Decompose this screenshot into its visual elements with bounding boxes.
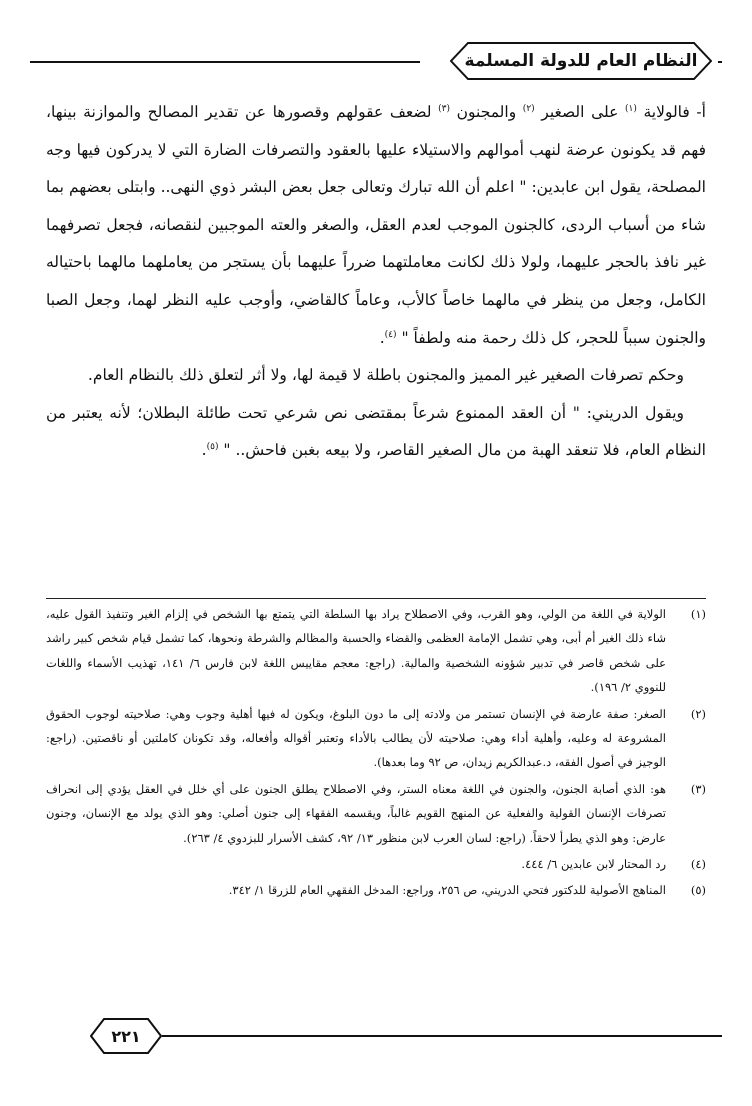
footnote-text: الصغر: صفة عارضة في الإنسان تستمر من ولادته إلى ما دون البلوغ، ويكون له فيها أهلية وجوب وهي: صلاحيته لوجوب الحقوق المشروعة له وعليه، وأهلية أداء وهي: صلاحيته لأن يطالب بالأداء وتعتبر أقواله وأفعاله، وقد تكونان كاملتين أو ناقصتين. (راجع: الوجيز في أصول الفقه، د.عبدالكريم زيدان، ص ٩٢ وما بعدها). (46, 706, 666, 770)
page-number: ٢٢١ (111, 1026, 141, 1046)
page-footer (30, 1018, 722, 1054)
footnote-ref-5[interactable]: (٥) (206, 442, 219, 453)
footnote-item (46, 878, 706, 902)
running-header (30, 40, 722, 84)
footnote-number: (٢) (690, 706, 706, 721)
paragraph-wilaya: أ- فالولاية $^{(١)}$ على الصغير $^{(٢)}$ والمجنون $^{(٣)}$ لضعف عقولهم وقصورها عن تقدير المصالح والموازنة بينها، فهم قد يكونون عرضة لنهب أموالهم والاستيلاء عليها بالعقود والتصرفات الضارة التي لا يدركون فيها وجه المصلحة، يقول ابن عابدين: " اعلم أن الله تبارك وتعالى جعل بعض البشر ذوي النهى.. وابتلى بعضهم بما شاء من أسباب الردى، كالجنون الموجب لعدم العقل، والصغر والعته الموجبين لنقصانه، فجعل تصرفهما غير نافذ بالحجر عليهما، ولولا ذلك لكانت معاملتهما ضرراً عليهما بأن يستجر من يعاملهما مالهما باحتياله الكامل، وجعل من ينظر في مالهما خاصاً كالأب، وعاماً كالقاضي، وأوجب عليه النظر لهما، وجعل الصبا والجنون سبباً للحجر، كل ذلك رحمة منه ولطفاً " $^{(٤)}$. (46, 103, 706, 347)
footnote-ref-4[interactable]: (٤) (384, 329, 397, 340)
footnote-number: (٥) (690, 883, 706, 898)
footnote-ref-3[interactable]: (٣) (438, 103, 451, 114)
footnote-item (46, 777, 706, 850)
header-title-frame (450, 42, 712, 80)
paragraph-ruling: وحكم تصرفات الصغير غير المميز والمجنون باطلة لا قيمة لها، ولا أثر لتعلق ذلك بالنظام العام. (87, 366, 684, 385)
header-title: النظام العام للدولة المسلمة (464, 51, 698, 71)
page-number-frame (90, 1018, 162, 1054)
header-rule-left (30, 61, 420, 63)
footnote-text: الولاية في اللغة من الولي، وهو القرب، وفي الاصطلاح يراد بها السلطة التي يتمتع بها الشخص في إلزام الغير وتنفيذ القول عليه، شاء ذلك الغير أم أبى، وهي تشمل الإمامة العظمى والقضاء والحسبة والمظالم والشرطة ونحوها، كما تشمل قيام شخص كبير راشد على شخص قاصر في تدبير شؤونه الشخصية والمالية. (راجع: معجم مقاييس اللغة لابن فارس ٦/ ١٤١، تهذيب الأسماء واللغات للنووي ٢/ ١٩٦). (46, 607, 666, 695)
footnote-text: المناهج الأصولية للدكتور فتحي الدريني، ص ٢٥٦، وراجع: المدخل الفقهي العام للزرقا ١/ ٣٤٢. (228, 883, 666, 898)
footnote-item (46, 702, 706, 775)
footnote-separator (46, 598, 706, 599)
footnote-ref-2[interactable]: (٢) (522, 103, 535, 114)
footnote-ref-1[interactable]: (١) (625, 103, 637, 114)
footnote-item (46, 852, 706, 876)
footnote-number: (٤) (690, 857, 706, 872)
footnote-item (46, 602, 706, 700)
main-text (46, 94, 706, 470)
footer-rule (162, 1035, 722, 1037)
footnote-text: رد المحتار لابن عابدين ٦/ ٤٤٤. (521, 857, 666, 872)
footnote-text: هو: الذي أصابة الجنون، والجنون في اللغة معناه الستر، وفي الاصطلاح يطلق الجنون على أي خلل في العقل يؤدي إلى انحراف تصرفات الإنسان القولية والفعلية عن المنهج القويم غالباً، ويقسمه الفقهاء إلى جنون أصلي: وهو الذي يولد مع الإنسان، وجنون عارض: وهو الذي يطرأ لاحقاً. (راجع: لسان العرب لابن منظور ١٣/ ٩٢، كشف الأسرار للبزدوي ٤/ ٢٦٣). (46, 781, 666, 845)
header-rule-right (718, 61, 722, 63)
paragraph-durayni: ويقول الدريني: " أن العقد الممنوع شرعاً بمقتضى نص شرعي تحت طائلة البطلان؛ لأنه يعتبر من النظام العام، فلا تنعقد الهبة من مال الصغير القاصر، ولا بيعه بغبن فاحش.. " $^{(٥)}$. (46, 403, 706, 460)
footnote-number: (١) (690, 607, 706, 621)
footnotes-list (46, 602, 706, 905)
footnote-number: (٣) (690, 781, 706, 796)
